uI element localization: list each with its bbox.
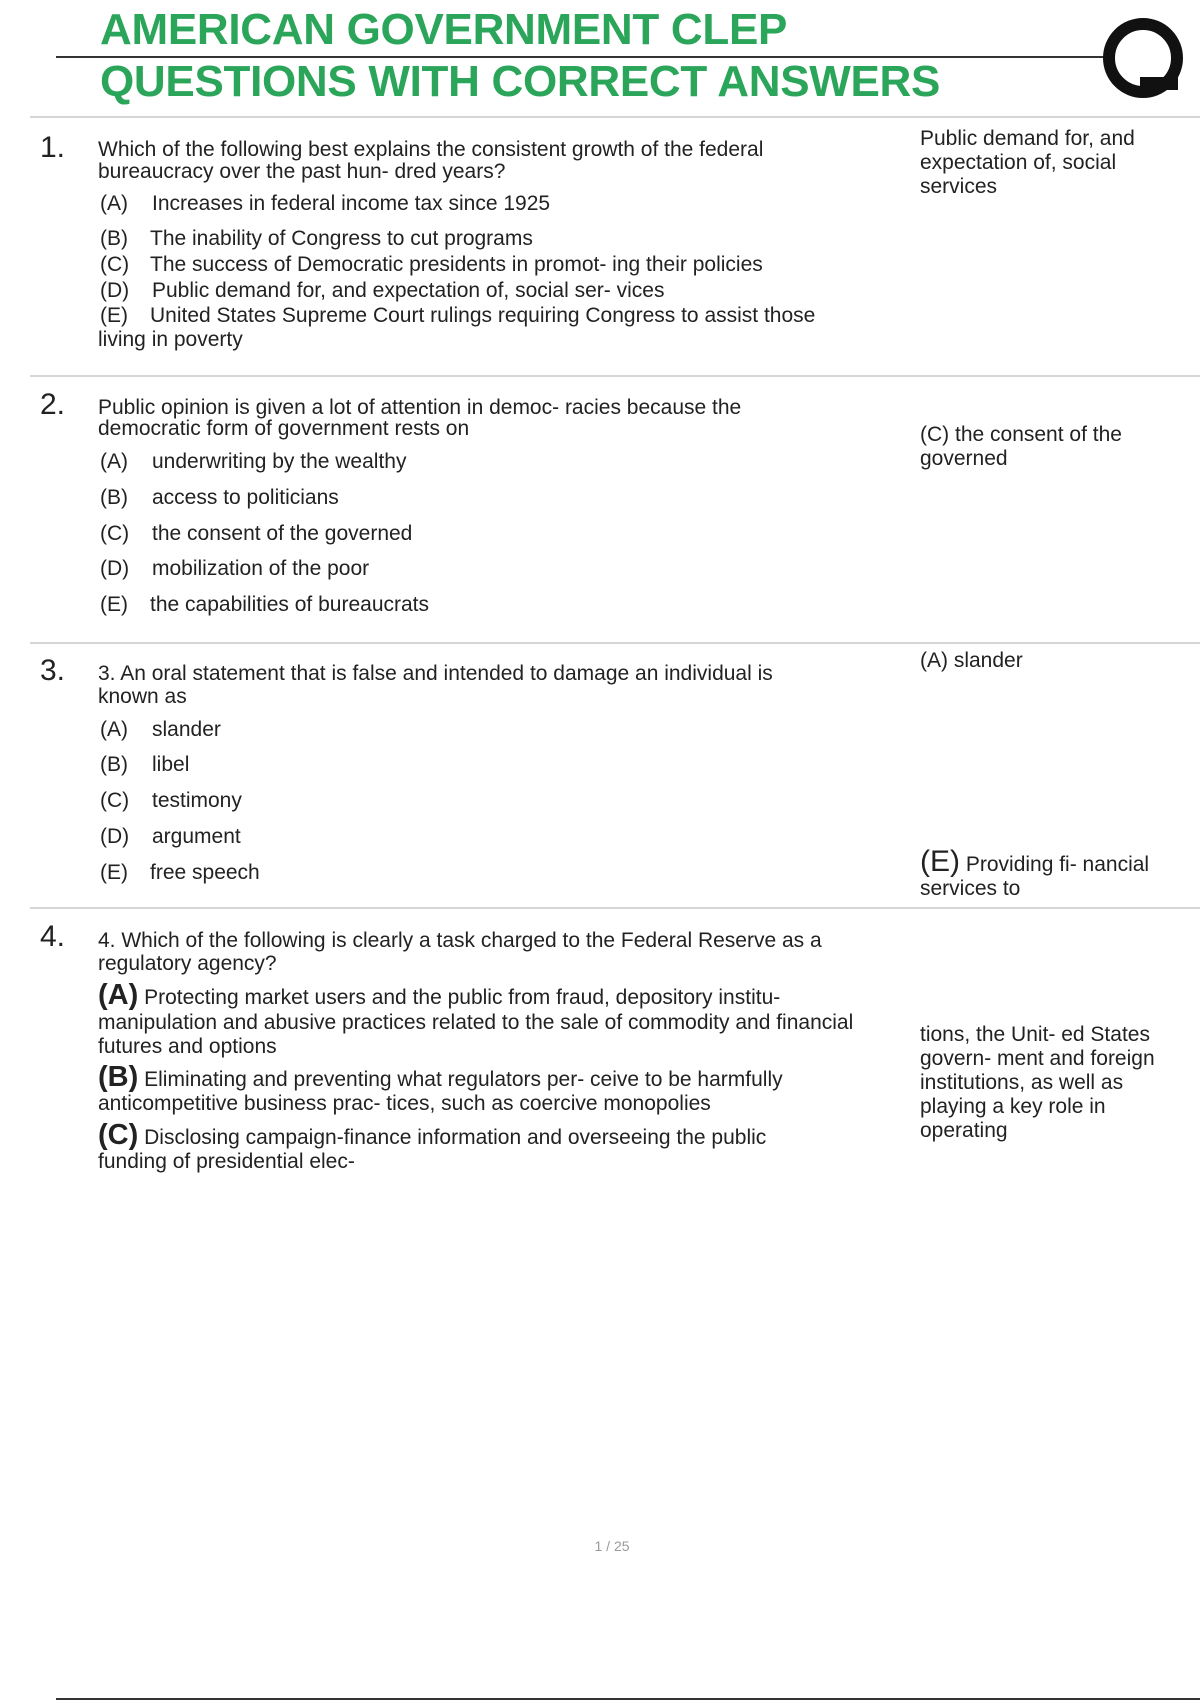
- option-text: The inability of Congress to cut programs: [150, 227, 533, 250]
- answer: (A) slander: [920, 649, 1023, 672]
- option-d: [100, 558, 369, 580]
- question-text: 4. Which of the following is clearly a task charged to the Federal Reserve as a: [98, 929, 822, 952]
- question-text: bureaucracy over the past hun- dred years?: [98, 160, 506, 183]
- option-letter: (B): [98, 1061, 139, 1093]
- option-letter: (B): [100, 227, 128, 250]
- option-a-continuation: futures and options: [98, 1035, 277, 1058]
- question-text: Public opinion is given a lot of attention in democ- racies because the: [98, 396, 742, 419]
- option-c: [100, 523, 412, 545]
- option-c: [100, 790, 242, 812]
- option-b: [100, 487, 339, 509]
- option-c-continuation: funding of presidential elec-: [98, 1150, 355, 1173]
- option-text: United States Supreme Court rulings requiring Congress to assist those: [150, 304, 816, 327]
- option-c: [98, 1119, 767, 1151]
- option-d: [100, 280, 664, 302]
- option-letter: (C): [98, 1119, 139, 1151]
- option-text: Protecting market users and the public from fraud, depository institu-: [144, 986, 781, 1009]
- option-b: [100, 228, 533, 250]
- option-text: argument: [152, 825, 241, 848]
- answer: (C) the consent of the governed: [920, 423, 1122, 470]
- option-b: [98, 1061, 783, 1093]
- answer-letter: (E): [920, 845, 960, 878]
- option-text: Eliminating and preventing what regulators per- ceive to be harmfully: [144, 1068, 783, 1091]
- option-e-continuation: living in poverty: [98, 328, 243, 351]
- section-divider: [30, 375, 1200, 377]
- option-text: access to politicians: [152, 486, 339, 509]
- option-text: Disclosing campaign-finance information and overseeing the public: [144, 1126, 767, 1149]
- question-text: democratic form of government rests on: [98, 417, 470, 440]
- option-e: [100, 305, 815, 327]
- option-letter: (C): [100, 522, 130, 545]
- option-e: [100, 862, 260, 884]
- option-letter: (A): [100, 450, 128, 473]
- question-number: 2.: [40, 388, 66, 421]
- option-letter: (A): [100, 192, 128, 215]
- q-logo-tail: [1140, 77, 1178, 90]
- option-a: [98, 979, 781, 1011]
- section-divider: [30, 116, 1200, 118]
- answer: Public demand for, and expectation of, social services: [920, 127, 1135, 198]
- document-title-line-2: QUESTIONS WITH CORRECT ANSWERS: [100, 57, 941, 106]
- option-text: free speech: [150, 861, 260, 884]
- question-number: 4.: [40, 920, 66, 953]
- option-text: underwriting by the wealthy: [152, 450, 407, 473]
- option-a: [100, 193, 550, 215]
- page-number: 1 / 25: [594, 1538, 630, 1554]
- option-e: [100, 594, 429, 616]
- option-text: slander: [152, 718, 221, 741]
- question-text: 3. An oral statement that is false and intended to damage an individual is: [98, 662, 773, 685]
- option-text: mobilization of the poor: [152, 557, 370, 580]
- document-title-line-1: AMERICAN GOVERNMENT CLEP: [100, 5, 788, 54]
- option-letter: (E): [100, 593, 128, 616]
- option-letter: (D): [100, 825, 130, 848]
- option-letter: (D): [100, 557, 130, 580]
- option-text: the capabilities of bureaucrats: [150, 593, 429, 616]
- option-letter: (A): [98, 979, 139, 1011]
- option-letter: (C): [100, 253, 130, 276]
- answer: tions, the Unit- ed States govern- ment and foreign institutions, as well as playing a key role in operating: [920, 1023, 1155, 1142]
- section-divider: [30, 642, 1200, 644]
- option-a: [100, 451, 406, 473]
- option-letter: (E): [100, 861, 128, 884]
- question-text: Which of the following best explains the consistent growth of the federal: [98, 138, 764, 161]
- option-letter: (B): [100, 753, 128, 776]
- option-letter: (E): [100, 304, 128, 327]
- option-c: [100, 254, 763, 276]
- answer-q4-part-1: [920, 845, 1190, 901]
- option-letter: (A): [100, 718, 128, 741]
- option-text: libel: [152, 753, 190, 776]
- option-a: [100, 719, 221, 741]
- option-text: the consent of the governed: [152, 522, 413, 545]
- question-text: regulatory agency?: [98, 952, 277, 975]
- option-letter: (C): [100, 789, 130, 812]
- option-text: Public demand for, and expectation of, social ser- vices: [152, 279, 665, 302]
- option-letter: (B): [100, 486, 128, 509]
- option-text: testimony: [152, 789, 242, 812]
- option-d: [100, 826, 241, 848]
- question-number: 1.: [40, 131, 66, 164]
- section-divider: [30, 907, 1200, 909]
- option-text: Increases in federal income tax since 1925: [152, 192, 551, 215]
- question-number: 3.: [40, 654, 66, 687]
- option-b: [100, 754, 189, 776]
- option-a-continuation: manipulation and abusive practices related to the sale of commodity and financial: [98, 1011, 854, 1034]
- option-letter: (D): [100, 279, 130, 302]
- option-b-continuation: anticompetitive business prac- tices, such as coercive monopolies: [98, 1092, 711, 1115]
- option-text: The success of Democratic presidents in promot- ing their policies: [150, 253, 763, 276]
- question-text: known as: [98, 685, 187, 708]
- answer-text: Providing fi- nancial services to: [920, 853, 1150, 900]
